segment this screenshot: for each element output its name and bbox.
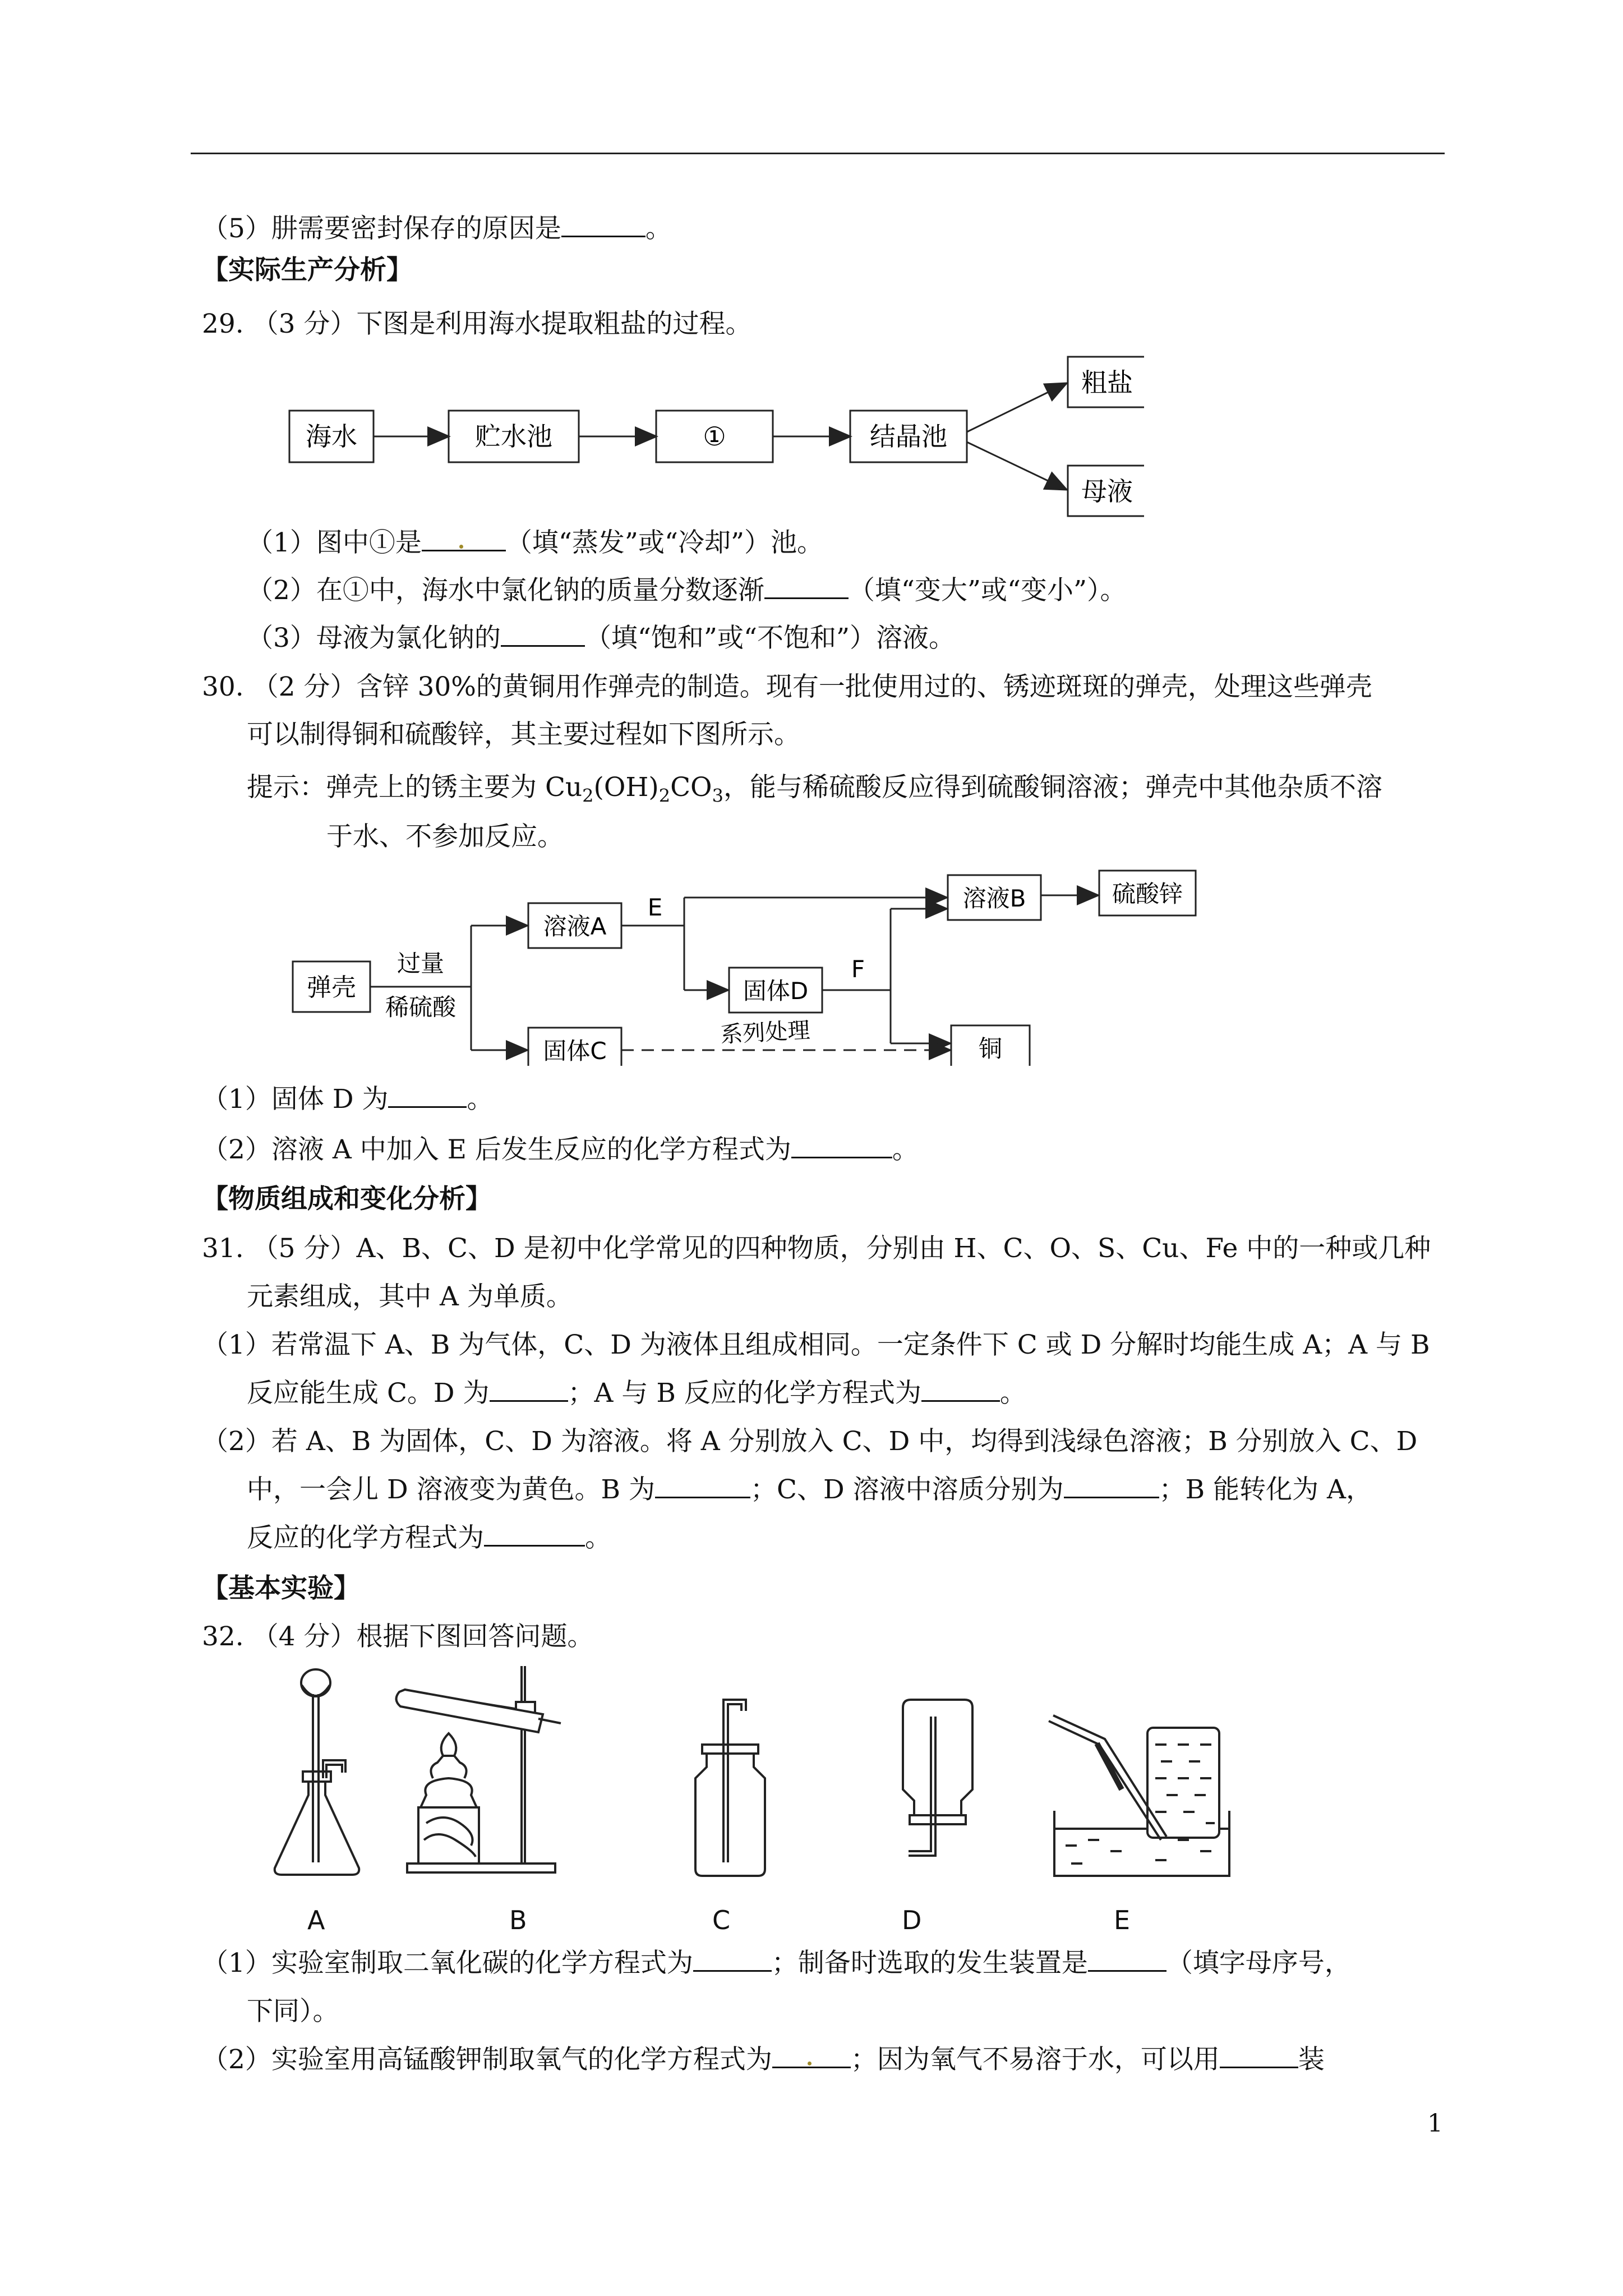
pond1-label: ① — [703, 421, 726, 452]
q29-part2: （2）在①中，海水中氯化钠的质量分数逐渐 （填“变大”或“变小”）。 — [247, 575, 1127, 606]
shell-flow-diagram — [280, 853, 1211, 1066]
apparatus-figure — [258, 1660, 1245, 1896]
zinc-sulfate-label: 硫酸锌 — [1112, 880, 1183, 908]
crystal-label: 结晶池 — [870, 421, 947, 452]
arrow — [967, 384, 1066, 432]
answer-blank — [1088, 1948, 1166, 1972]
question-30-line1: 30. （2 分）含锌 30%的黄铜用作弹壳的制造。现有一批使用过的、锈迹斑斑的弹壳，处理这些弹壳 — [202, 671, 1372, 702]
apparatus-e-water-trough — [1049, 1715, 1229, 1876]
solution-b-label: 溶液B — [962, 885, 1026, 912]
series-label: 系列处理 — [720, 1017, 811, 1048]
shell-label: 弹壳 — [307, 973, 356, 1002]
q30-part2: （2）溶液 A 中加入 E 后发生反应的化学方程式为 。 — [202, 1134, 919, 1165]
apparatus-label-e: E — [1114, 1905, 1131, 1935]
answer-blank — [921, 1378, 1000, 1402]
copper-label: 铜 — [978, 1035, 1003, 1062]
answer-blank — [655, 1474, 750, 1498]
q31-part2-line1: （2）若 A、B 为固体，C、D 为溶液。将 A 分别放入 C、D 中，均得到浅绿色溶液；B 分别放入 C、D — [202, 1426, 1418, 1457]
header-rule — [191, 153, 1445, 154]
answer-blank — [791, 1134, 892, 1158]
q32-part2-line1: （2）实验室用高锰酸钾制取氧气的化学方程式为 ；因为氧气不易溶于水，可以用 装 — [202, 2044, 1325, 2075]
answer-blank — [561, 213, 645, 237]
answer-blank — [484, 1522, 585, 1547]
solution-a-label: 溶液A — [543, 913, 607, 940]
q31-part1-line1: （1）若常温下 A、B 为气体，C、D 为液体且组成相同。一定条件下 C 或 D 分解时均能生成 A；A 与 B — [202, 1329, 1430, 1360]
answer-blank — [772, 2044, 851, 2068]
hint-line1: 提示：弹壳上的锈主要为 $Cu_2(OH)_2CO_3$，能与稀硫酸反应得到硫酸铜溶液；弹壳中其他杂质不溶 — [247, 772, 1382, 807]
q32-part1-line1: （1）实验室制取二氧化碳的化学方程式为 ；制备时选取的发生装置是 （填字母序号， — [202, 1948, 1351, 1978]
solid-d-label: 固体D — [743, 977, 809, 1005]
question-31-line1: 31. （5 分）A、B、C、D 是初中化学常见的四种物质，分别由 H、C、O、S、Cu、Fe 中的一种或几种 — [202, 1233, 1431, 1264]
q29-part3: （3）母液为氯化钠的 （填“饱和”或“不饱和”）溶液。 — [247, 623, 956, 654]
arrow — [967, 442, 1066, 489]
answer-blank — [764, 575, 849, 599]
answer-blank — [1064, 1474, 1159, 1498]
q30-part1: （1）固体 D 为 。 — [202, 1084, 494, 1115]
salt-flow-diagram — [280, 348, 1144, 527]
section-composition: 【物质组成和变化分析】 — [202, 1184, 492, 1214]
apparatus-label-c: C — [712, 1905, 731, 1935]
seawater-label: 海水 — [306, 421, 357, 452]
question-30-line2: 可以制得铜和硫酸锌，其主要过程如下图所示。 — [247, 719, 800, 750]
q31-part2-line3: 反应的化学方程式为 。 — [247, 1522, 611, 1553]
apparatus-a-flask — [275, 1669, 359, 1875]
reagent-bottom-label: 稀硫酸 — [385, 993, 457, 1021]
apparatus-label-d: D — [902, 1905, 922, 1935]
q29-part1: （1）图中①是 （填“蒸发”或“冷却”）池。 — [247, 527, 824, 558]
reservoir-label: 贮水池 — [475, 421, 552, 452]
solid-c-label: 固体C — [543, 1037, 607, 1065]
section-experiment: 【基本实验】 — [202, 1573, 360, 1604]
question-32: 32. （4 分）根据下图回答问题。 — [202, 1621, 594, 1652]
mother-liquor-label: 母液 — [1081, 476, 1133, 507]
q28-part5: （5）肼需要密封保存的原因是 。 — [202, 213, 672, 244]
crude-salt-label: 粗盐 — [1081, 367, 1133, 398]
answer-blank — [501, 623, 585, 647]
section-production: 【实际生产分析】 — [202, 255, 413, 286]
question-29: 29. （3 分）下图是利用海水提取粗盐的过程。 — [202, 309, 752, 339]
apparatus-label-b: B — [509, 1905, 527, 1935]
answer-blank — [388, 1084, 467, 1108]
q31-part2-line2: 中，一会儿 D 溶液变为黄色。B 为 ；C、D 溶液中溶质分别为 ；B 能转化为 A， — [247, 1474, 1373, 1505]
q31-part1-line2: 反应能生成 C。D 为 ；A 与 B 反应的化学方程式为 。 — [247, 1378, 1026, 1409]
answer-blank — [693, 1948, 772, 1972]
label-f: F — [851, 955, 865, 983]
apparatus-b-heating — [396, 1666, 561, 1872]
apparatus-c-bottle — [695, 1700, 765, 1876]
q32-part1-line2: 下同）。 — [247, 1996, 339, 2027]
page-number: 1 — [1427, 2109, 1443, 2138]
apparatus-d-inverted-bottle — [903, 1700, 972, 1856]
answer-blank — [1220, 2044, 1298, 2068]
answer-blank — [422, 527, 506, 551]
reagent-top-label: 过量 — [396, 950, 445, 977]
apparatus-label-a: A — [307, 1905, 325, 1935]
label-e: E — [647, 894, 663, 921]
question-31-line2: 元素组成，其中 A 为单质。 — [247, 1281, 573, 1312]
answer-blank — [490, 1378, 568, 1402]
hint-line2: 于水、不参加反应。 — [326, 821, 564, 852]
